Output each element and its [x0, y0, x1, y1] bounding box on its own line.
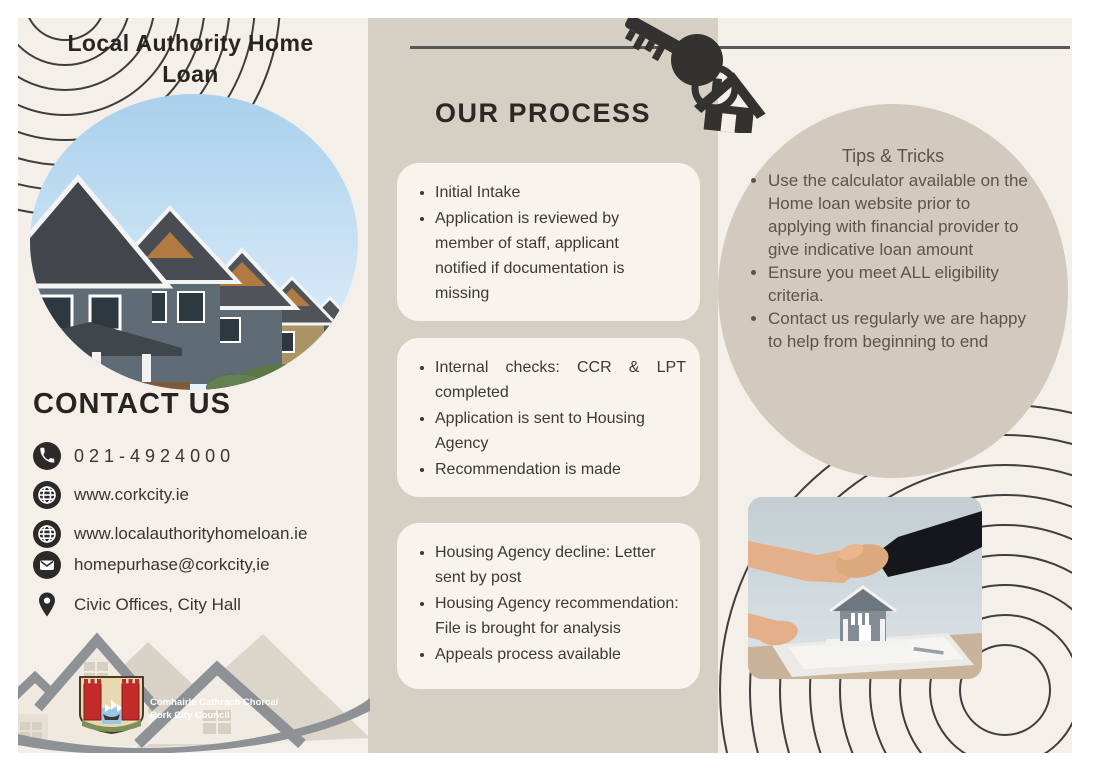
brochure-title: [18, 28, 363, 90]
process-step-list: [409, 355, 686, 482]
handshake-photo: [748, 497, 982, 679]
contact-loan-website-text: www.localauthorityhomeloan.ie: [74, 524, 308, 543]
contact-heading: CONTACT US: [33, 388, 231, 420]
process-bullet: • Application is reviewed by member of staff, applicant notified if documentation is missing: [435, 206, 633, 306]
contact-address-text: Civic Offices, City Hall: [74, 595, 241, 614]
contact-row-address: [33, 591, 241, 619]
location-icon: [33, 591, 61, 619]
process-bullet: • Recommendation is made: [435, 457, 686, 482]
houses-photo-illustration: [30, 94, 358, 390]
globe-icon: [33, 520, 61, 548]
process-step-card-1: [397, 163, 700, 321]
contact-row-website: [33, 481, 189, 509]
email-icon: [33, 551, 61, 579]
contact-row-loan-website: [33, 520, 307, 548]
contact-email-text: homepurhase@corkcity,ie: [74, 555, 270, 574]
process-bullet: • Appeals process available: [435, 642, 679, 667]
process-bullet: • Housing Agency decline: Letter sent by post: [435, 540, 679, 590]
houses-photo: [30, 94, 358, 390]
process-step-list: [409, 180, 686, 306]
org-name-english: Cork City Council: [150, 710, 230, 721]
globe-icon: [33, 481, 61, 509]
contact-row-phone: [33, 442, 235, 470]
process-bullet: • Housing Agency recommendation: File is brought for analysis: [435, 591, 679, 641]
process-step-card-2: [397, 338, 700, 497]
process-bullet: • Initial Intake: [435, 180, 633, 205]
process-step-list: [409, 540, 686, 667]
cork-city-crest: [80, 677, 143, 733]
tips-list: [750, 169, 1034, 353]
tips-bullet: • Ensure you meet ALL eligibility criteria.: [768, 261, 1034, 307]
org-name-irish: Comhairle Cathrach Chorcaí: [150, 697, 279, 708]
phone-icon: [33, 442, 61, 470]
brochure-sheet: [18, 18, 1072, 753]
contact-row-email: [33, 551, 270, 579]
process-step-card-3: [397, 523, 700, 689]
key-house-icon: [606, 18, 786, 133]
contact-website-text: www.corkcity.ie: [74, 485, 189, 504]
tips-heading: Tips & Tricks: [841, 146, 945, 166]
contact-phone-text: 021-4924000: [74, 445, 236, 466]
title-line-2: Loan: [162, 61, 219, 87]
process-heading: OUR PROCESS: [434, 98, 652, 128]
process-bullet: • Application is sent to Housing Agency: [435, 406, 686, 456]
tips-bullet: • Contact us regularly we are happy to help from beginning to end: [768, 307, 1034, 353]
tips-ellipse: [718, 104, 1068, 478]
handshake-illustration: [748, 497, 982, 679]
tips-bullet: • Use the calculator available on the Home loan website prior to applying with financial provider to give indicative loan amount: [768, 169, 1034, 261]
footer-houses-artwork: [18, 626, 370, 753]
process-bullet: • Internal checks: CCR & LPT completed: [435, 355, 686, 405]
title-line-1: Local Authority Home: [67, 30, 314, 56]
